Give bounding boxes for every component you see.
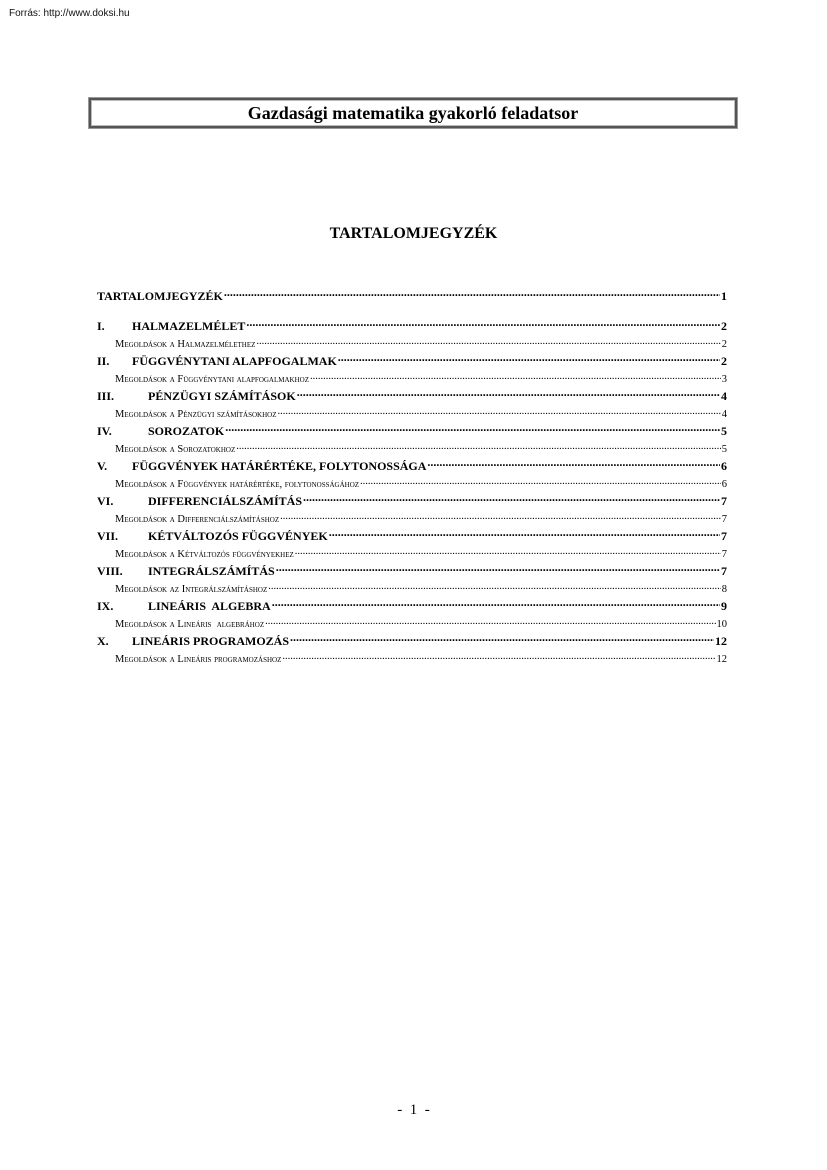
dot-leader <box>297 388 720 400</box>
subentry-page: 4 <box>721 408 727 420</box>
subentry-title: Megoldások a Lineáris programozáshoz <box>115 653 282 665</box>
subentry-title: Megoldások az Integrálszámításhoz <box>115 583 268 595</box>
chapter-page: 6 <box>721 459 727 473</box>
chapter-number: VII. <box>97 529 119 543</box>
subentry-title: Megoldások a Differenciálszámításhoz <box>115 513 280 525</box>
toc-chapter[interactable] <box>97 493 727 511</box>
toc-subentry[interactable] <box>97 406 727 423</box>
dot-leader <box>303 493 720 505</box>
chapter-number: IX. <box>97 599 114 613</box>
toc-chapter[interactable] <box>97 318 727 336</box>
subentry-title: Megoldások a Függvénytani alapfogalmakhoz <box>115 373 309 385</box>
chapter-title: DIFFERENCIÁLSZÁMÍTÁS <box>148 494 303 508</box>
dot-leader <box>236 441 721 452</box>
toc-chapter[interactable] <box>97 598 727 616</box>
chapter-number: I. <box>97 319 105 333</box>
chapter-page: 12 <box>715 634 727 648</box>
toc-entry-title: TARTALOMJEGYZÉK <box>97 289 223 303</box>
subentry-page: 5 <box>721 443 727 455</box>
dot-leader <box>427 458 720 470</box>
chapter-page: 7 <box>721 564 727 578</box>
dot-leader <box>272 598 720 610</box>
subentry-page: 10 <box>716 618 727 630</box>
dot-leader <box>246 318 720 330</box>
toc-chapter[interactable] <box>97 423 727 441</box>
chapter-page: 2 <box>721 354 727 368</box>
dot-leader <box>276 563 720 575</box>
chapter-page: 4 <box>721 389 727 403</box>
toc-subentry[interactable] <box>97 476 727 493</box>
subentry-title: Megoldások a Sorozatokhoz <box>115 443 236 455</box>
toc-chapter[interactable] <box>97 388 727 406</box>
dot-leader <box>310 371 721 382</box>
chapter-number: III. <box>97 389 115 403</box>
chapter-number: V. <box>97 459 108 473</box>
toc-entry-page: 1 <box>721 289 727 303</box>
toc-chapter[interactable] <box>97 563 727 581</box>
subentry-page: 8 <box>721 583 727 595</box>
document-title: Gazdasági matematika gyakorló feladatsor <box>247 102 579 123</box>
chapter-title: INTEGRÁLSZÁMÍTÁS <box>148 564 275 578</box>
chapter-title: LINEÁRIS PROGRAMOZÁS <box>132 634 290 648</box>
toc-subentry[interactable] <box>97 546 727 563</box>
chapter-number: II. <box>97 354 110 368</box>
toc-subentry[interactable] <box>97 336 727 353</box>
subentry-title: Megoldások a Kétváltozós függvényekhez <box>115 548 294 560</box>
dot-leader <box>290 633 714 645</box>
subentry-title: Megoldások a Lineáris algebrához <box>115 618 265 630</box>
chapter-page: 5 <box>721 424 727 438</box>
dot-leader <box>329 528 720 540</box>
chapter-title: KÉTVÁLTOZÓS FÜGGVÉNYEK <box>148 529 328 543</box>
subentry-title: Megoldások a Halmazelmélethez <box>115 338 256 350</box>
table-of-contents <box>97 288 727 668</box>
toc-subentry[interactable] <box>97 616 727 633</box>
toc-subentry[interactable] <box>97 651 727 668</box>
subentry-page: 12 <box>716 653 727 665</box>
dot-leader <box>295 546 721 557</box>
dot-leader <box>256 336 720 347</box>
subentry-page: 7 <box>721 548 727 560</box>
dot-leader <box>338 353 720 365</box>
toc-subentry[interactable] <box>97 511 727 528</box>
chapter-title: FÜGGVÉNYTANI ALAPFOGALMAK <box>132 354 337 368</box>
page-number: - 1 - <box>397 1102 430 1118</box>
toc-chapter[interactable] <box>97 353 727 371</box>
toc-heading: TARTALOMJEGYZÉK <box>329 225 498 242</box>
toc-subentry[interactable] <box>97 441 727 458</box>
subentry-page: 7 <box>721 513 727 525</box>
chapter-title: HALMAZELMÉLET <box>132 319 246 333</box>
dot-leader <box>224 288 720 300</box>
chapter-page: 7 <box>721 529 727 543</box>
subentry-page: 6 <box>721 478 727 490</box>
chapter-title: FÜGGVÉNYEK HATÁRÉRTÉKE, FOLYTONOSSÁGA <box>132 459 427 473</box>
chapter-number: IV. <box>97 424 112 438</box>
chapter-number: X. <box>97 634 109 648</box>
toc-subentry[interactable] <box>97 581 727 598</box>
document-title-box <box>89 98 737 128</box>
toc-chapter[interactable] <box>97 458 727 476</box>
dot-leader <box>268 581 721 592</box>
subentry-page: 3 <box>721 373 727 385</box>
chapter-title: LINEÁRIS ALGEBRA <box>148 599 271 613</box>
chapter-number: VIII. <box>97 564 123 578</box>
subentry-title: Megoldások a Függvények határértéke, folytonosságához <box>115 478 360 490</box>
chapter-page: 7 <box>721 494 727 508</box>
subentry-title: Megoldások a Pénzügyi számításokhoz <box>115 408 277 420</box>
chapter-title: PÉNZÜGYI SZÁMÍTÁSOK <box>148 389 296 403</box>
chapter-title: SOROZATOK <box>148 424 225 438</box>
dot-leader <box>225 423 720 435</box>
dot-leader <box>278 406 721 417</box>
toc-subentry[interactable] <box>97 371 727 388</box>
chapter-page: 2 <box>721 319 727 333</box>
toc-chapter[interactable] <box>97 528 727 546</box>
source-label[interactable]: Forrás: http://www.doksi.hu <box>9 8 130 19</box>
toc-chapter[interactable] <box>97 633 727 651</box>
dot-leader <box>360 476 721 487</box>
dot-leader <box>282 651 715 662</box>
dot-leader <box>265 616 715 627</box>
chapter-page: 9 <box>721 599 727 613</box>
subentry-page: 2 <box>721 338 727 350</box>
dot-leader <box>280 511 721 522</box>
chapter-number: VI. <box>97 494 114 508</box>
toc-entry-top[interactable] <box>97 288 727 308</box>
